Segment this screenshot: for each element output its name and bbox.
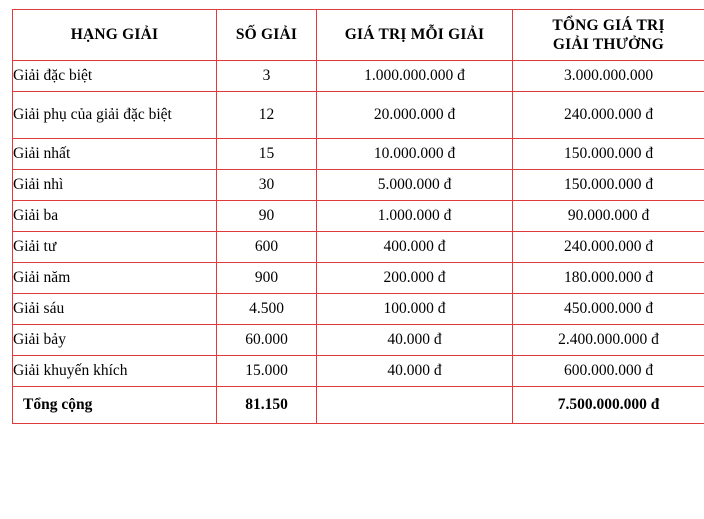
column-header-prize-count	[217, 10, 317, 61]
cell-prize-value: 200.000 đ	[317, 263, 513, 294]
column-header-prize-rank	[13, 10, 217, 61]
table-total-row	[13, 387, 704, 424]
table-row	[13, 325, 704, 356]
cell-prize-value: 1.000.000.000 đ	[317, 61, 513, 92]
cell-prize-rank: Giải đặc biệt	[13, 61, 217, 92]
table-row	[13, 201, 704, 232]
column-header-prize-total-line1: TỔNG GIÁ TRỊ	[552, 16, 665, 34]
column-header-prize-value	[317, 10, 513, 61]
cell-prize-total: 600.000.000 đ	[513, 356, 704, 387]
cell-prize-value: 400.000 đ	[317, 232, 513, 263]
cell-prize-rank: Giải ba	[13, 201, 217, 232]
cell-total-label: Tổng cộng	[13, 387, 217, 424]
cell-prize-total: 450.000.000 đ	[513, 294, 704, 325]
cell-prize-count: 12	[217, 92, 317, 139]
column-header-prize-rank-line1: HẠNG GIẢI	[70, 26, 159, 44]
cell-prize-total: 180.000.000 đ	[513, 263, 704, 294]
column-header-prize-total-line2: GIẢI THƯỞNG	[552, 36, 665, 53]
cell-prize-rank: Giải năm	[13, 263, 217, 294]
table-row	[13, 139, 704, 170]
cell-prize-total: 240.000.000 đ	[513, 232, 704, 263]
cell-prize-rank: Giải khuyến khích	[13, 356, 217, 387]
column-header-prize-value-line1: GIÁ TRỊ MỖI GIẢI	[344, 26, 485, 44]
cell-prize-value: 5.000.000 đ	[317, 170, 513, 201]
cell-prize-count: 4.500	[217, 294, 317, 325]
prize-structure-table	[12, 9, 704, 424]
cell-total-count: 81.150	[217, 387, 317, 424]
cell-prize-total: 150.000.000 đ	[513, 139, 704, 170]
table-row	[13, 294, 704, 325]
cell-prize-rank: Giải nhất	[13, 139, 217, 170]
table-row	[13, 170, 704, 201]
table-row	[13, 92, 704, 139]
cell-total-amount: 7.500.000.000 đ	[513, 387, 704, 424]
table-header-row	[13, 10, 704, 61]
cell-prize-rank: Giải bảy	[13, 325, 217, 356]
column-header-prize-total	[513, 10, 704, 61]
table-row	[13, 232, 704, 263]
cell-prize-count: 3	[217, 61, 317, 92]
cell-prize-total: 240.000.000 đ	[513, 92, 704, 139]
cell-prize-count: 90	[217, 201, 317, 232]
cell-prize-count: 30	[217, 170, 317, 201]
cell-prize-total: 3.000.000.000	[513, 61, 704, 92]
cell-prize-value: 100.000 đ	[317, 294, 513, 325]
column-header-prize-count-line1: SỐ GIẢI	[235, 26, 298, 44]
cell-prize-rank: Giải tư	[13, 232, 217, 263]
table-row	[13, 263, 704, 294]
cell-prize-count: 15	[217, 139, 317, 170]
cell-prize-value: 1.000.000 đ	[317, 201, 513, 232]
cell-prize-value: 40.000 đ	[317, 356, 513, 387]
cell-prize-total: 90.000.000 đ	[513, 201, 704, 232]
table-body	[13, 61, 704, 424]
cell-prize-count: 15.000	[217, 356, 317, 387]
cell-prize-rank: Giải nhì	[13, 170, 217, 201]
cell-prize-total: 2.400.000.000 đ	[513, 325, 704, 356]
cell-prize-value: 40.000 đ	[317, 325, 513, 356]
cell-prize-count: 900	[217, 263, 317, 294]
table-header	[13, 10, 704, 61]
table-row	[13, 61, 704, 92]
cell-prize-count: 60.000	[217, 325, 317, 356]
cell-prize-value: 20.000.000 đ	[317, 92, 513, 139]
cell-prize-rank: Giải phụ của giải đặc biệt	[13, 92, 217, 139]
cell-prize-rank: Giải sáu	[13, 294, 217, 325]
cell-prize-value: 10.000.000 đ	[317, 139, 513, 170]
cell-prize-count: 600	[217, 232, 317, 263]
cell-prize-total: 150.000.000 đ	[513, 170, 704, 201]
table-row	[13, 356, 704, 387]
cell-total-value	[317, 387, 513, 424]
